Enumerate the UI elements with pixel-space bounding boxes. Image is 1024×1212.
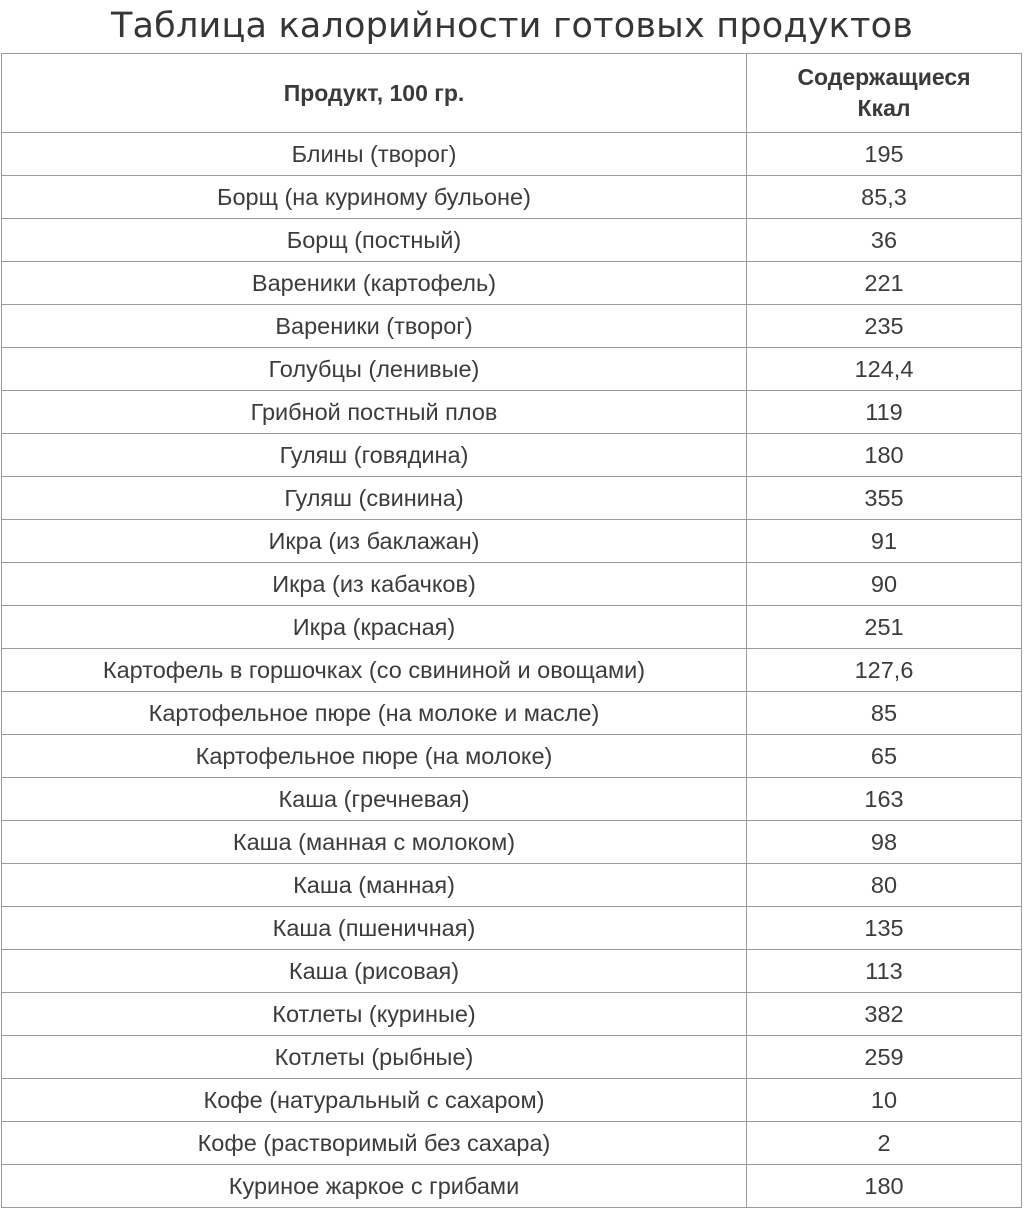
product-cell: Борщ (на куриному бульоне): [2, 176, 747, 219]
product-cell: Кофе (натуральный с сахаром): [2, 1079, 747, 1122]
table-row: [2, 907, 1022, 950]
kcal-cell: 251: [747, 606, 1022, 649]
table-row: [2, 391, 1022, 434]
product-cell: Котлеты (рыбные): [2, 1036, 747, 1079]
product-cell: Каша (рисовая): [2, 950, 747, 993]
table-row: [2, 176, 1022, 219]
product-cell: Икра (красная): [2, 606, 747, 649]
kcal-column-header: [747, 54, 1022, 133]
kcal-cell: 163: [747, 778, 1022, 821]
table-row: [2, 520, 1022, 563]
kcal-cell: 127,6: [747, 649, 1022, 692]
table-row: [2, 1079, 1022, 1122]
kcal-cell: 135: [747, 907, 1022, 950]
kcal-cell: 195: [747, 133, 1022, 176]
table-row: [2, 305, 1022, 348]
product-cell: Кофе (растворимый без сахара): [2, 1122, 747, 1165]
table-row: [2, 950, 1022, 993]
product-cell: Борщ (постный): [2, 219, 747, 262]
table-row: [2, 1165, 1022, 1208]
table-row: [2, 821, 1022, 864]
kcal-cell: 36: [747, 219, 1022, 262]
kcal-cell: 91: [747, 520, 1022, 563]
table-row: [2, 262, 1022, 305]
table-row: [2, 993, 1022, 1036]
kcal-cell: 180: [747, 1165, 1022, 1208]
kcal-cell: 113: [747, 950, 1022, 993]
product-column-header: Продукт, 100 гр.: [2, 54, 747, 133]
product-cell: Картофельное пюре (на молоке и масле): [2, 692, 747, 735]
kcal-cell: 85: [747, 692, 1022, 735]
kcal-cell: 124,4: [747, 348, 1022, 391]
kcal-cell: 65: [747, 735, 1022, 778]
product-cell: Гуляш (говядина): [2, 434, 747, 477]
product-cell: Вареники (творог): [2, 305, 747, 348]
kcal-header-line-2: Ккал: [857, 95, 911, 121]
table-row: [2, 864, 1022, 907]
kcal-cell: 98: [747, 821, 1022, 864]
calorie-table: [1, 53, 1022, 1208]
kcal-header-line-1: Содержащиеся: [797, 64, 971, 90]
table-body: [2, 133, 1022, 1208]
product-cell: Грибной постный плов: [2, 391, 747, 434]
product-cell: Вареники (картофель): [2, 262, 747, 305]
table-row: [2, 649, 1022, 692]
product-cell: Икра (из баклажан): [2, 520, 747, 563]
product-cell: Гуляш (свинина): [2, 477, 747, 520]
table-header-row: [2, 54, 1022, 133]
kcal-cell: 80: [747, 864, 1022, 907]
product-cell: Каша (манная): [2, 864, 747, 907]
table-row: [2, 692, 1022, 735]
kcal-cell: 259: [747, 1036, 1022, 1079]
kcal-cell: 90: [747, 563, 1022, 606]
table-row: [2, 133, 1022, 176]
kcal-cell: 235: [747, 305, 1022, 348]
product-cell: Каша (манная с молоком): [2, 821, 747, 864]
product-cell: Голубцы (ленивые): [2, 348, 747, 391]
product-cell: Блины (творог): [2, 133, 747, 176]
product-cell: Куриное жаркое с грибами: [2, 1165, 747, 1208]
kcal-cell: 355: [747, 477, 1022, 520]
table-row: [2, 477, 1022, 520]
product-cell: Картофель в горшочках (со свининой и овощами): [2, 649, 747, 692]
kcal-cell: 10: [747, 1079, 1022, 1122]
table-row: [2, 434, 1022, 477]
product-cell: Икра (из кабачков): [2, 563, 747, 606]
page-title: Таблица калорийности готовых продуктов: [110, 6, 914, 46]
product-cell: Каша (гречневая): [2, 778, 747, 821]
kcal-cell: 2: [747, 1122, 1022, 1165]
kcal-cell: 221: [747, 262, 1022, 305]
table-row: [2, 778, 1022, 821]
kcal-cell: 119: [747, 391, 1022, 434]
table-row: [2, 1036, 1022, 1079]
table-row: [2, 219, 1022, 262]
product-cell: Картофельное пюре (на молоке): [2, 735, 747, 778]
product-cell: Каша (пшеничная): [2, 907, 747, 950]
kcal-cell: 382: [747, 993, 1022, 1036]
table-row: [2, 1122, 1022, 1165]
table-row: [2, 735, 1022, 778]
table-row: [2, 348, 1022, 391]
table-row: [2, 563, 1022, 606]
kcal-cell: 85,3: [747, 176, 1022, 219]
table-row: [2, 606, 1022, 649]
kcal-cell: 180: [747, 434, 1022, 477]
product-cell: Котлеты (куриные): [2, 993, 747, 1036]
